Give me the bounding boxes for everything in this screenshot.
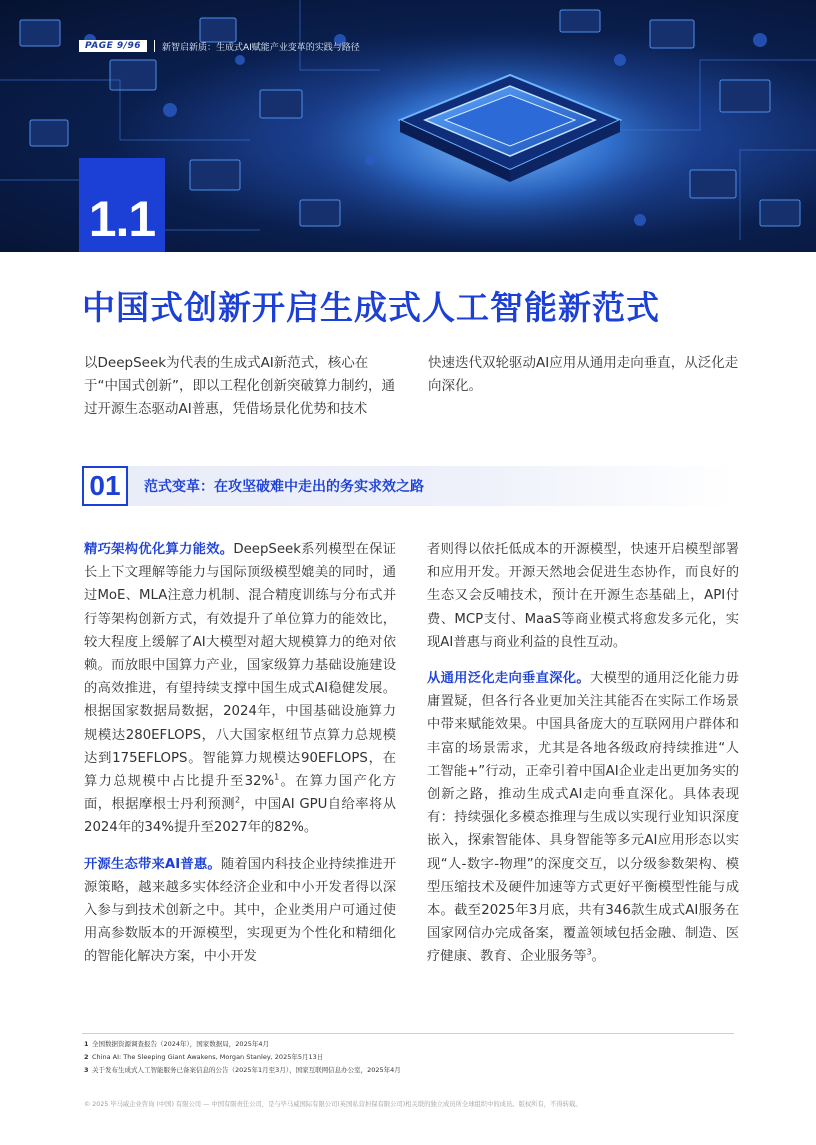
header-divider [154, 40, 155, 52]
footnote-item: 3 关于发布生成式人工智能服务已备案信息的公告（2025年1月至3月），国家互联网信息办公室，2025年4月 [84, 1066, 401, 1074]
para1-text-a: DeepSeek系列模型在保证长上下文理解等能力与国际顶级模型媲美的同时，通过MoE、MLA注意力机制、混合精度训练与分布式并行等架构创新方式，有效提升了单位算力的能效比，较大程度上缓解了AI大模型对超大规模算力的绝对依赖。而放眼中国算力产业，国家级算力基础设施建设的高效推进，有望持续支撑中国生成式AI稳健发展。根据国家数据局数据，2024年，中国基础设施算力规模达280EFLOPS，八大国家枢纽节点算力总规模达到175EFLOPS。智能算力规模达90EFLOPS，在算力总规模中占比提升至32% [84, 542, 396, 790]
page-title: 中国式创新开启生成式人工智能新范式 [82, 288, 660, 327]
report-title: 新智启新质：生成式AI赋能产业变革的实践与路径 [161, 42, 360, 53]
intro-right: 快速迭代双轮驱动AI应用从通用走向垂直，从泛化走向深化。 [428, 355, 739, 394]
section-heading-bar [82, 466, 734, 506]
footnote-item: 2 China AI: The Sleeping Giant Awakens, Morgan Stanley, 2025年5月13日 [84, 1053, 324, 1061]
intro-left: 以DeepSeek为代表的生成式AI新范式，核心在于“中国式创新”，即以工程化创新突破算力制约，通过开源生态驱动AI普惠，凭借场景化优势和技术 [84, 355, 395, 417]
page-label: PAGE 9/96 [79, 40, 147, 52]
paragraph-open-source [84, 853, 396, 969]
footnote-item: 1 全国数据资源调查报告（2024年），国家数据局，2025年4月 [84, 1040, 269, 1048]
keyword-vertical: 从通用泛化走向垂直深化。 [427, 671, 590, 687]
footnote-ref-2[interactable]: 2 [234, 795, 241, 805]
body-column-right [427, 538, 739, 982]
para1-text-c: ，中国AI GPU自给率将从2024年的34%提升至2027年的82%。 [84, 797, 396, 836]
section-number: 01 [82, 466, 128, 506]
para3-text-a: 大模型的通用泛化能力毋庸置疑，但各行各业更加关注其能否在实际工作场景中带来赋能效果。中国具备庞大的互联网用户群体和丰富的场景需求，尤其是各地各级政府持续推进“人工智能+”行动，正牵引着中国AI企业走出更加务实的创新之路，推动生成式AI走向垂直深化。具体表现有：持续强化多模态推理与生成以实现行业知识深度嵌入，探索智能体、具身智能等多元AI应用形态以实现“人-数字-物理”的深度交互，以分级参数架构、模型压缩技术及硬件加速等方式更好平衡模型性能与成本。截至2025年3月底，共有346款生成式AI服务在国家网信办完成备案，覆盖领域包括金融、制造、医疗健康、教育、企业服务等 [427, 671, 740, 965]
section-label: 范式变革：在攻坚破难中走出的务实求效之路 [144, 479, 424, 495]
keyword-compute-efficiency: 精巧架构优化算力能效。 [84, 542, 234, 557]
keyword-open-source: 开源生态带来AI普惠。 [84, 856, 221, 872]
para3-text-end: 。 [591, 949, 605, 965]
footnotes [84, 1038, 401, 1077]
paragraph-open-source-cont [427, 538, 739, 654]
footnote-divider [82, 1033, 734, 1034]
footnote-ref-3[interactable]: 3 [586, 948, 592, 958]
para2-text-cont: 者则得以依托低成本的开源模型，快速开启模型部署和应用开发。开源天然地会促进生态协作，而良好的生态又会反哺技术，预计在开源生态基础上，API付费、MCP支付、MaaS等商业模式将愈发多元化，实现AI普惠与商业利益的良性互动。 [427, 542, 739, 650]
page-header [79, 38, 360, 54]
copyright-notice: © 2025 毕马威企业咨询 (中国) 有限公司 — 中国有限责任公司，是与毕马威国际有限公司(英国私营担保有限公司)相关联的独立成员所全球组织中的成员。版权所有，不得转载。 [84, 1101, 582, 1108]
paragraph-compute-efficiency [84, 538, 396, 840]
body-column-left [84, 538, 396, 982]
footnote-ref-1[interactable]: 1 [274, 772, 280, 782]
para2-text-a: 随着国内科技企业持续推进开源策略，越来越多实体经济企业和中小开发者得以深入参与到技术创新之中。其中，企业类用户可通过使用高参数版本的开源模型，实现更为个性化和精细化的智能化解决方案，中小开发 [84, 856, 396, 965]
para1-text-b: 。在算力国产化方面，根据摩根士丹利预测 [84, 774, 396, 813]
paragraph-vertical [427, 667, 739, 969]
section-number-block: 1.1 [79, 158, 165, 252]
